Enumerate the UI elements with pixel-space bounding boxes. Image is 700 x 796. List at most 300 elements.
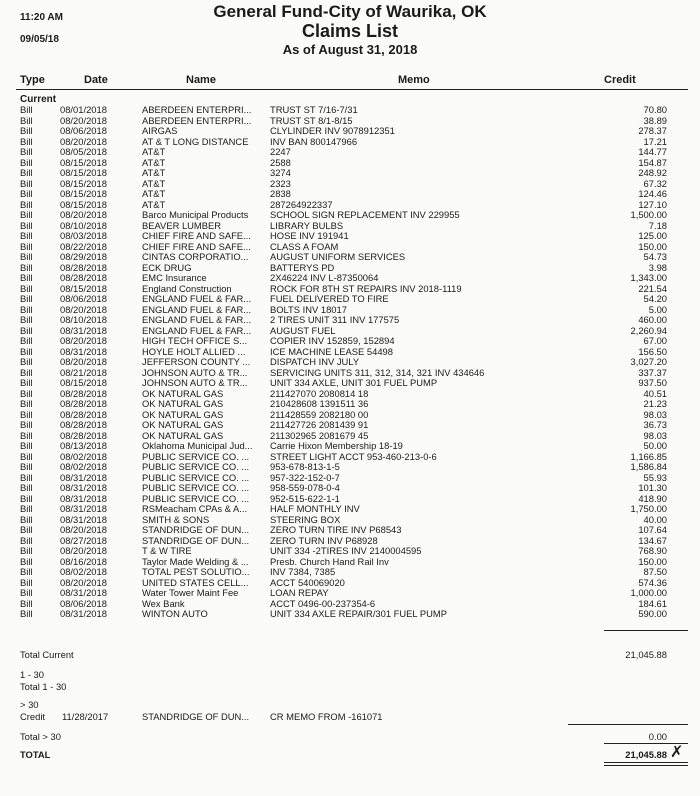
- column-header-memo: Memo: [398, 74, 430, 86]
- row-date: 08/03/2018: [60, 230, 107, 241]
- table-row: [0, 588, 700, 599]
- column-header-name: Name: [186, 74, 216, 86]
- row-memo: 287264922337: [270, 198, 333, 210]
- row-memo: 211302965 2081679 45: [270, 429, 369, 441]
- row-credit: 590.00: [638, 608, 667, 619]
- table-row: [0, 567, 700, 578]
- row-credit: 1,750.00: [630, 503, 667, 514]
- row-memo: 952-515-622-1-1: [270, 492, 340, 504]
- row-type: Bill: [20, 587, 33, 598]
- table-row: [0, 462, 700, 473]
- row-memo: INV 7384, 7385: [270, 566, 336, 577]
- table-row: [0, 168, 700, 179]
- row-memo: 210428608 1391511 36: [270, 398, 369, 409]
- row-memo: 958-559-078-0-4: [270, 482, 340, 493]
- row-date: 08/31/2018: [60, 345, 107, 357]
- row-name: OK NATURAL GAS: [142, 430, 224, 441]
- row-memo: TRUST ST 8/1-8/15: [270, 114, 353, 126]
- row-name: AIRGAS: [142, 126, 178, 136]
- row-memo: STEERING BOX: [270, 513, 341, 525]
- row-date: 08/22/2018: [60, 240, 107, 252]
- row-date: 08/15/2018: [60, 377, 107, 388]
- row-name: JEFFERSON COUNTY ...: [142, 357, 251, 367]
- row-date: 08/15/2018: [60, 188, 107, 199]
- row-type: Bill: [20, 240, 33, 252]
- row-memo: 2X46224 INV L-87350064: [270, 272, 379, 283]
- row-name: AT & T LONG DISTANCE: [142, 136, 249, 147]
- row-type: Bill: [20, 188, 33, 199]
- row-credit: 3.98: [648, 261, 667, 273]
- row-date: 08/28/2018: [60, 398, 107, 409]
- row-name: STANDRIDGE OF DUN...: [142, 525, 250, 535]
- row-credit: 50.00: [643, 440, 667, 451]
- row-type: Bill: [20, 597, 33, 609]
- row-date: 08/28/2018: [60, 387, 107, 399]
- row-name: AT&T: [142, 168, 166, 178]
- row-date: 08/13/2018: [60, 440, 107, 451]
- row-date: 08/15/2018: [60, 167, 107, 178]
- row-type: Bill: [20, 377, 33, 388]
- total-1-30-label: Total 1 - 30: [20, 681, 67, 692]
- row-type: Bill: [20, 156, 33, 168]
- row-name: PUBLIC SERVICE CO. ...: [142, 451, 250, 462]
- row-type: Bill: [20, 608, 33, 619]
- column-header-date: Date: [84, 74, 108, 86]
- row-credit: 150.00: [638, 555, 667, 567]
- row-memo: AUGUST UNIFORM SERVICES: [270, 251, 406, 262]
- row-memo: 211427070 2080814 18: [270, 387, 369, 399]
- row-type: Bill: [20, 545, 33, 556]
- row-date: 08/20/2018: [60, 545, 107, 556]
- row-date: 08/31/2018: [60, 587, 107, 598]
- row-memo: ICE MACHINE LEASE 54498: [270, 345, 393, 357]
- row-memo: 2247: [270, 146, 291, 157]
- row-memo: TRUST ST 7/16-7/31: [270, 104, 358, 115]
- row-date: 08/02/2018: [60, 450, 107, 462]
- row-memo: 211427726 2081439 91: [270, 419, 369, 430]
- table-row: [0, 609, 700, 620]
- row-type: Bill: [20, 114, 33, 126]
- row-date: 08/20/2018: [60, 303, 107, 315]
- row-date: 08/27/2018: [60, 534, 107, 546]
- table-row: [0, 378, 700, 389]
- table-row: [0, 231, 700, 242]
- row-type: Bill: [20, 398, 33, 409]
- row-credit: 1,586.84: [630, 461, 667, 472]
- row-date: 08/21/2018: [60, 366, 107, 378]
- grand-total-label: TOTAL: [20, 749, 51, 760]
- table-row: [0, 294, 700, 305]
- row-type: Bill: [20, 135, 33, 147]
- total-over-30-label: Total > 30: [20, 731, 61, 742]
- handwritten-star-mark: ✗: [670, 744, 684, 761]
- row-date: 08/28/2018: [60, 272, 107, 283]
- row-credit: 418.90: [638, 492, 667, 504]
- row-credit: 150.00: [638, 240, 667, 252]
- row-credit: 67.00: [643, 335, 667, 346]
- row-memo: CLASS A FOAM: [270, 240, 339, 252]
- row-credit: 768.90: [638, 545, 667, 556]
- row-type: Bill: [20, 534, 33, 546]
- header-divider: [16, 89, 688, 90]
- row-date: 08/15/2018: [60, 198, 107, 210]
- row-memo: ZERO TURN TIRE INV P68543: [270, 524, 402, 535]
- row-name: ENGLAND FUEL & FAR...: [142, 315, 252, 325]
- row-date: 08/15/2018: [60, 177, 107, 189]
- row-memo: 211428559 2082180 00: [270, 408, 369, 420]
- row-name: AT&T: [142, 157, 166, 168]
- table-row: [0, 189, 700, 200]
- row-date: 08/16/2018: [60, 555, 107, 567]
- row-date: 08/02/2018: [60, 566, 107, 577]
- row-type: Bill: [20, 429, 33, 441]
- row-name: CHIEF FIRE AND SAFE...: [142, 241, 251, 252]
- row-date: 08/06/2018: [60, 125, 107, 136]
- row-name: PUBLIC SERVICE CO. ...: [142, 472, 250, 483]
- row-credit: 54.73: [643, 251, 667, 262]
- row-type: Bill: [20, 387, 33, 399]
- row-type: Bill: [20, 282, 33, 294]
- row-credit: 127.10: [638, 198, 667, 210]
- row-memo: ROCK FOR 8TH ST REPAIRS INV 2018-1119: [270, 282, 462, 294]
- row-credit: 70.80: [643, 104, 667, 115]
- row-credit: 17.21: [643, 135, 667, 147]
- row-type: Bill: [20, 324, 33, 336]
- row-credit: 337.37: [638, 366, 667, 378]
- row-type: Bill: [20, 345, 33, 357]
- row-memo: ZERO TURN INV P68928: [270, 534, 378, 546]
- row-name: BEAVER LUMBER: [142, 220, 222, 231]
- row-memo: 2323: [270, 177, 291, 189]
- row-date: 08/28/2018: [60, 419, 107, 430]
- row-name: OK NATURAL GAS: [142, 420, 224, 430]
- row-name: ENGLAND FUEL & FAR...: [142, 304, 252, 315]
- row-date: 08/31/2018: [60, 503, 107, 514]
- row-memo: LOAN REPAY: [270, 587, 329, 598]
- row-name: T & W TIRE: [142, 546, 192, 556]
- row-credit: 184.61: [638, 597, 667, 609]
- row-date: 08/29/2018: [60, 251, 107, 262]
- row-type: Bill: [20, 125, 33, 136]
- row-type: Bill: [20, 219, 33, 231]
- row-date: 08/20/2018: [60, 335, 107, 346]
- row-name: PUBLIC SERVICE CO. ...: [142, 493, 250, 504]
- row-type: Bill: [20, 471, 33, 483]
- row-date: 08/31/2018: [60, 471, 107, 483]
- table-row: [0, 525, 700, 536]
- row-memo: Carrie Hixon Membership 18-19: [270, 440, 403, 451]
- credit-rule: [568, 724, 688, 725]
- credit-row-name: STANDRIDGE OF DUN...: [142, 711, 250, 722]
- row-credit: 98.03: [643, 429, 667, 441]
- column-header-type: Type: [20, 74, 45, 86]
- row-name: ABERDEEN ENTERPRI...: [142, 105, 252, 115]
- row-credit: 101.30: [638, 482, 667, 493]
- table-row: [0, 399, 700, 410]
- row-type: Bill: [20, 261, 33, 273]
- row-type: Bill: [20, 482, 33, 493]
- row-memo: 2838: [270, 188, 291, 199]
- row-type: Bill: [20, 450, 33, 462]
- row-memo: ACCT 0496-00-237354-6: [270, 597, 376, 609]
- row-name: EMC Insurance: [142, 273, 207, 283]
- row-name: England Construction: [142, 283, 232, 294]
- row-name: OK NATURAL GAS: [142, 399, 224, 409]
- row-name: AT&T: [142, 189, 166, 199]
- table-row: [0, 252, 700, 263]
- row-type: Bill: [20, 503, 33, 514]
- table-row: [0, 441, 700, 452]
- row-credit: 54.20: [643, 293, 667, 304]
- report-title: General Fund-City of Waurika, OK: [213, 2, 487, 21]
- table-row: [0, 126, 700, 137]
- row-memo: 2588: [270, 156, 291, 168]
- table-row: [0, 483, 700, 494]
- row-credit: 3,027.20: [630, 356, 667, 367]
- row-date: 08/28/2018: [60, 261, 107, 273]
- row-type: Bill: [20, 209, 33, 220]
- row-name: ENGLAND FUEL & FAR...: [142, 325, 252, 336]
- total-current-value: 21,045.88: [625, 649, 667, 660]
- table-row: [0, 273, 700, 284]
- row-credit: 460.00: [638, 314, 667, 325]
- row-name: UNITED STATES CELL...: [142, 577, 249, 588]
- row-date: 08/15/2018: [60, 156, 107, 168]
- row-credit: 134.67: [638, 534, 667, 546]
- row-credit: 2,260.94: [630, 324, 667, 336]
- row-date: 08/15/2018: [60, 282, 107, 294]
- column-header-credit: Credit: [604, 74, 636, 86]
- row-name: ECK DRUG: [142, 262, 192, 273]
- row-name: Barco Municipal Products: [142, 210, 249, 220]
- report-as-of: As of August 31, 2018: [282, 42, 418, 57]
- row-date: 08/20/2018: [60, 114, 107, 126]
- row-name: PUBLIC SERVICE CO. ...: [142, 462, 250, 472]
- row-name: AT&T: [142, 178, 166, 189]
- row-date: 08/31/2018: [60, 492, 107, 504]
- row-memo: 2 TIRES UNIT 311 INV 177575: [270, 314, 400, 325]
- row-date: 08/20/2018: [60, 524, 107, 535]
- row-memo: Presb. Church Hand Rail Inv: [270, 555, 389, 567]
- row-type: Bill: [20, 366, 33, 378]
- row-credit: 937.50: [638, 377, 667, 388]
- table-row: [0, 420, 700, 431]
- row-type: Bill: [20, 167, 33, 178]
- row-credit: 98.03: [643, 408, 667, 420]
- row-name: OK NATURAL GAS: [142, 409, 224, 420]
- row-name: AT&T: [142, 199, 166, 210]
- row-credit: 67.32: [643, 177, 667, 189]
- row-memo: SERVICING UNITS 311, 312, 314, 321 INV 434646: [270, 366, 485, 378]
- table-row: [0, 210, 700, 221]
- row-memo: DISPATCH INV JULY: [270, 356, 360, 367]
- row-memo: LIBRARY BULBS: [270, 219, 344, 231]
- section-1-30: 1 - 30: [20, 669, 44, 680]
- row-type: Bill: [20, 419, 33, 430]
- row-name: PUBLIC SERVICE CO. ...: [142, 483, 250, 493]
- row-date: 08/01/2018: [60, 104, 107, 115]
- row-name: HIGH TECH OFFICE S...: [142, 336, 248, 346]
- row-type: Bill: [20, 555, 33, 567]
- row-date: 08/10/2018: [60, 314, 107, 325]
- row-type: Bill: [20, 524, 33, 535]
- row-date: 08/10/2018: [60, 219, 107, 231]
- row-memo: 3274: [270, 167, 291, 178]
- row-type: Bill: [20, 492, 33, 504]
- table-row: [0, 357, 700, 368]
- row-date: 08/06/2018: [60, 597, 107, 609]
- row-date: 08/02/2018: [60, 461, 107, 472]
- row-type: Bill: [20, 198, 33, 210]
- section-current: Current: [20, 94, 57, 105]
- credit-row-date: 11/28/2017: [62, 711, 109, 722]
- row-memo: CLYLINDER INV 9078912351: [270, 125, 395, 136]
- row-date: 08/20/2018: [60, 576, 107, 588]
- row-credit: 55.93: [643, 471, 667, 483]
- row-credit: 154.87: [638, 156, 667, 168]
- row-name: HOYLE HOLT ALLIED ...: [142, 346, 246, 357]
- grand-total-double-rule-bottom: [604, 765, 688, 766]
- row-memo: FUEL DELIVERED TO FIRE: [270, 293, 389, 304]
- subtotal-rule: [604, 630, 688, 631]
- row-type: Bill: [20, 335, 33, 346]
- row-credit: 221.54: [638, 282, 667, 294]
- row-credit: 125.00: [638, 230, 667, 241]
- row-name: ENGLAND FUEL & FAR...: [142, 294, 252, 304]
- table-row: [0, 147, 700, 158]
- row-date: 08/28/2018: [60, 429, 107, 441]
- row-credit: 40.51: [643, 387, 667, 399]
- table-row: [0, 336, 700, 347]
- row-type: Bill: [20, 303, 33, 315]
- row-type: Bill: [20, 104, 33, 115]
- row-credit: 1,166.85: [630, 450, 667, 462]
- row-name: ABERDEEN ENTERPRI...: [142, 115, 252, 126]
- row-credit: 248.92: [638, 167, 667, 178]
- table-row: [0, 504, 700, 515]
- row-credit: 278.37: [638, 125, 667, 136]
- row-date: 08/20/2018: [60, 209, 107, 220]
- row-memo: COPIER INV 152859, 152894: [270, 335, 395, 346]
- grand-total-double-rule-top: [604, 762, 688, 763]
- table-row: [0, 315, 700, 326]
- credit-row-type: Credit: [20, 711, 46, 722]
- total-current-label: Total Current: [20, 649, 74, 660]
- row-credit: 107.64: [638, 524, 667, 535]
- row-name: SMITH & SONS: [142, 514, 210, 525]
- report-time: 11:20 AM: [20, 12, 63, 23]
- row-memo: UNIT 334 AXLE, UNIT 301 FUEL PUMP: [270, 377, 438, 388]
- row-credit: 38.89: [643, 114, 667, 126]
- row-type: Bill: [20, 566, 33, 577]
- report-subtitle: Claims List: [301, 21, 399, 41]
- row-memo: STREET LIGHT ACCT 953-460-213-0-6: [270, 450, 437, 462]
- row-type: Bill: [20, 356, 33, 367]
- table-row: [0, 105, 700, 116]
- row-type: Bill: [20, 513, 33, 525]
- section-over-30: > 30: [20, 699, 39, 710]
- row-memo: AUGUST FUEL: [270, 324, 336, 336]
- row-memo: INV BAN 800147966: [270, 135, 358, 147]
- row-name: RSMeacham CPAs & A...: [142, 504, 248, 514]
- row-credit: 124.46: [638, 188, 667, 199]
- row-date: 08/31/2018: [60, 608, 107, 619]
- row-credit: 1,000.00: [630, 587, 667, 598]
- table-row: [0, 546, 700, 557]
- row-type: Bill: [20, 408, 33, 420]
- row-name: AT&T: [142, 147, 166, 157]
- row-credit: 1,343.00: [630, 272, 667, 283]
- row-date: 08/31/2018: [60, 482, 107, 493]
- row-credit: 36.73: [643, 419, 667, 430]
- row-credit: 5.00: [648, 303, 667, 315]
- row-credit: 87.50: [643, 566, 667, 577]
- row-name: Water Tower Maint Fee: [142, 588, 239, 598]
- row-credit: 1,500.00: [630, 209, 667, 220]
- row-date: 08/20/2018: [60, 135, 107, 147]
- row-date: 08/31/2018: [60, 324, 107, 336]
- row-type: Bill: [20, 314, 33, 325]
- row-type: Bill: [20, 461, 33, 472]
- row-date: 08/06/2018: [60, 293, 107, 304]
- total-over-30-value: 0.00: [648, 731, 667, 742]
- row-date: 08/05/2018: [60, 146, 107, 157]
- row-type: Bill: [20, 230, 33, 241]
- row-credit: 40.00: [643, 513, 667, 525]
- row-memo: UNIT 334 -2TIRES INV 2140004595: [270, 545, 422, 556]
- row-credit: 144.77: [638, 146, 667, 157]
- row-memo: HALF MONTHLY INV: [270, 503, 360, 514]
- row-memo: SCHOOL SIGN REPLACEMENT INV 229955: [270, 209, 460, 220]
- row-name: Oklahoma Municipal Jud...: [142, 441, 253, 451]
- row-memo: BATTERYS PD: [270, 261, 335, 273]
- row-name: OK NATURAL GAS: [142, 388, 224, 399]
- row-credit: 21.23: [643, 398, 667, 409]
- row-date: 08/28/2018: [60, 408, 107, 420]
- row-memo: 953-678-813-1-5: [270, 461, 340, 472]
- row-date: 08/31/2018: [60, 513, 107, 525]
- claims-table: [0, 105, 700, 620]
- row-memo: HOSE INV 191941: [270, 230, 349, 241]
- row-name: CHIEF FIRE AND SAFE...: [142, 231, 251, 241]
- row-date: 08/20/2018: [60, 356, 107, 367]
- row-memo: 957-322-152-0-7: [270, 471, 340, 483]
- row-type: Bill: [20, 251, 33, 262]
- row-name: TOTAL PEST SOLUTIO...: [142, 567, 250, 577]
- row-name: WINTON AUTO: [142, 609, 208, 619]
- row-name: JOHNSON AUTO & TR...: [142, 378, 248, 388]
- row-type: Bill: [20, 293, 33, 304]
- row-name: CINTAS CORPORATIO...: [142, 252, 249, 262]
- row-credit: 156.50: [638, 345, 667, 357]
- row-memo: BOLTS INV 18017: [270, 303, 347, 315]
- row-type: Bill: [20, 576, 33, 588]
- row-credit: 7.18: [648, 219, 667, 231]
- row-type: Bill: [20, 177, 33, 189]
- report-date: 09/05/18: [20, 34, 59, 45]
- row-type: Bill: [20, 272, 33, 283]
- row-credit: 574.36: [638, 576, 667, 588]
- row-name: Wex Bank: [142, 598, 185, 609]
- credit-row-memo: CR MEMO FROM -161071: [270, 711, 383, 722]
- row-memo: ACCT 540069020: [270, 576, 345, 588]
- row-name: Taylor Made Welding & ...: [142, 556, 249, 567]
- row-name: JOHNSON AUTO & TR...: [142, 367, 248, 378]
- row-type: Bill: [20, 146, 33, 157]
- row-type: Bill: [20, 440, 33, 451]
- grand-total-value: 21,045.88: [625, 749, 667, 760]
- row-memo: UNIT 334 AXLE REPAIR/301 FUEL PUMP: [270, 608, 447, 619]
